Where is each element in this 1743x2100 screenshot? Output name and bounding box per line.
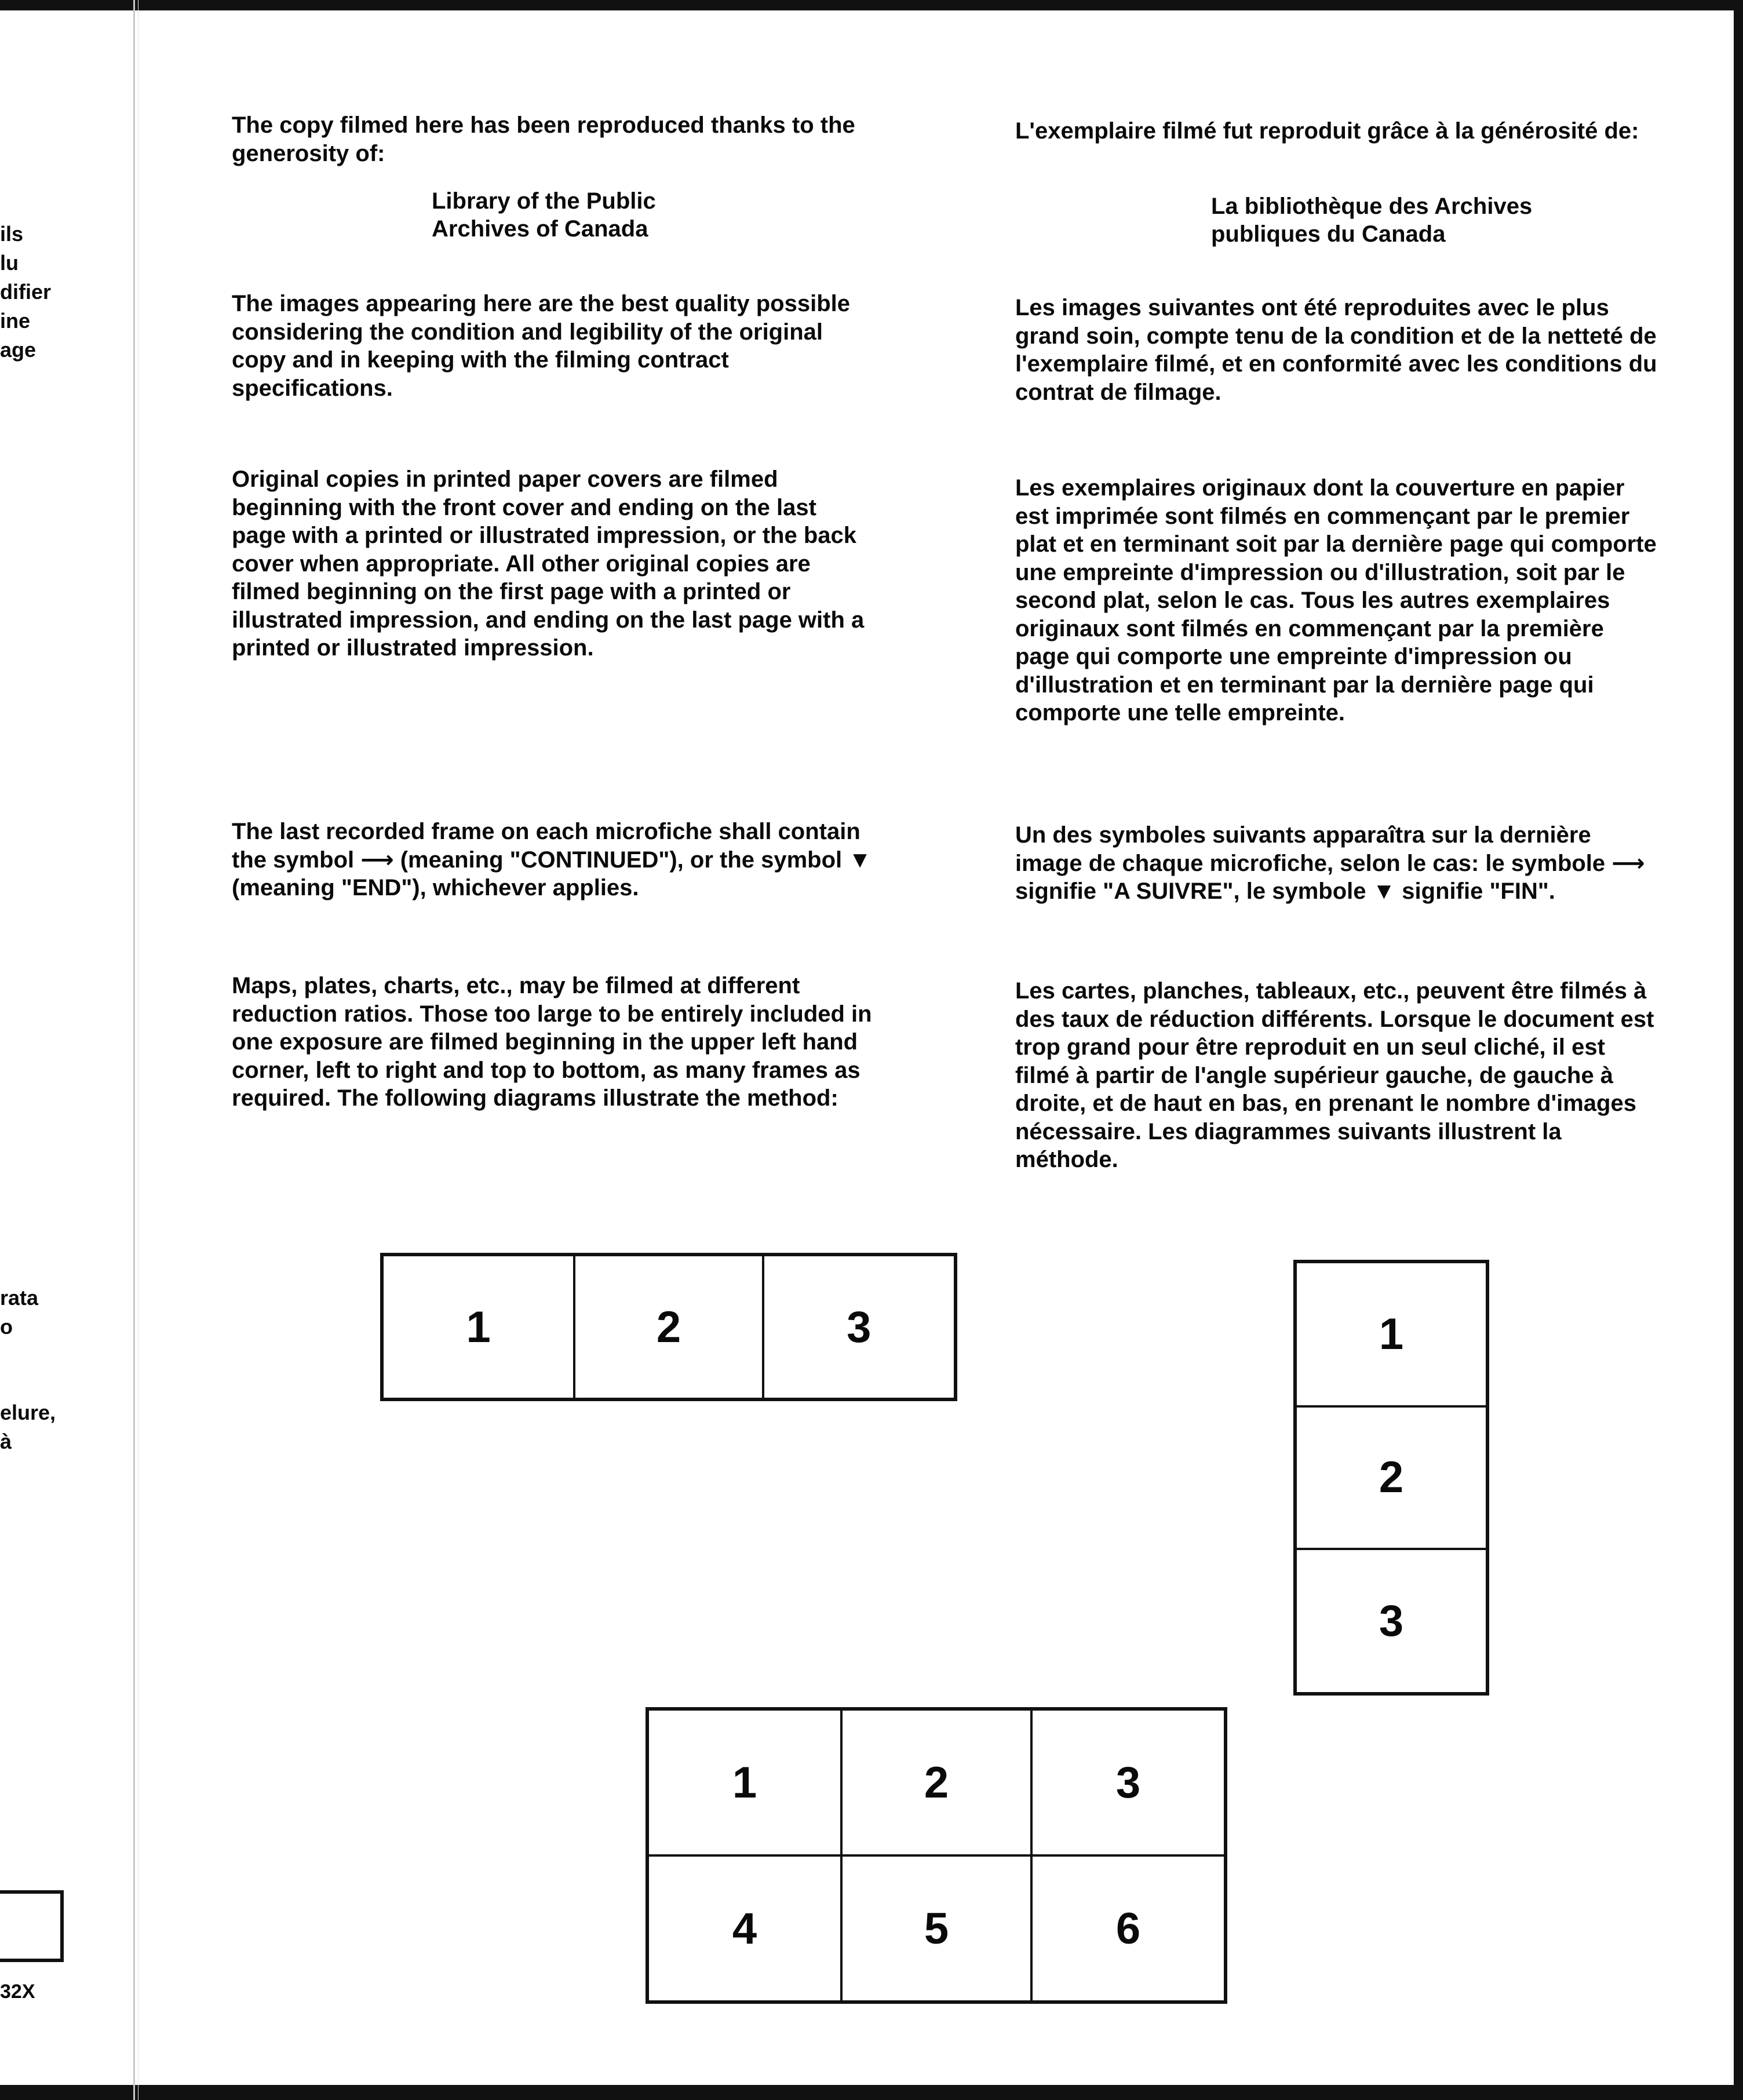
margin-fragment: ine: [0, 309, 31, 333]
frame-cell: 5: [841, 1855, 1031, 2002]
credit-intro: L'exemplaire filmé fut reproduit grâce à la générosité de:: [1015, 118, 1639, 144]
frame-cell: 6: [1031, 1855, 1226, 2002]
margin-fragment: o: [0, 1315, 13, 1339]
credit-intro: The copy filmed here has been reproduced thanks to the generosity of:: [232, 112, 855, 166]
maps-paragraph: Les cartes, planches, tableaux, etc., peuvent être filmés à des taux de réduction différents. Lorsque le document est trop grand pour être reproduit en un seul cliché, il est filmé à partir de l'angle supérieur gauche, de gauche à droite, et de haut en bas, en prenant le nombre d'images nécessaire. Les diagrammes suivants illustrent la méthode.: [1015, 978, 1654, 1172]
frame-cell: 1: [1295, 1262, 1487, 1406]
frame-cell: 2: [841, 1709, 1031, 1855]
margin-fragment: ils: [0, 222, 24, 246]
scan-border-right: [1734, 0, 1743, 2100]
maps-paragraph: Maps, plates, charts, etc., may be filmed at different reduction ratios. Those too large to be entirely included in one exposure are filmed beginning in the upper left hand corner, left to right and top to bottom, as many frames as required. The following diagrams illustrate the method:: [232, 973, 872, 1111]
reduction-frame-box: [0, 1890, 64, 1962]
diagram-grid: [646, 1707, 1227, 2004]
page-fold-line: [133, 0, 135, 2100]
previous-page-margin: [0, 0, 133, 2100]
frame-cell: 3: [1031, 1709, 1226, 1855]
covers-paragraph: Les exemplaires originaux dont la couverture en papier est imprimée sont filmés en commençant par le premier plat et en terminant soit par la dernière page qui comporte une empreinte d'impression ou d'illustration, soit par le second plat, selon le cas. Tous les autres exemplaires originaux sont filmés en commençant par la première page qui comporte une empreinte d'impression ou d'illustration et en terminant par la dernière page qui comporte une telle empreinte.: [1015, 475, 1657, 725]
quality-paragraph: The images appearing here are the best quality possible considering the condition and legibility of the original copy and in keeping with the filming contract specifications.: [232, 291, 850, 401]
frame-cell: 1: [647, 1709, 841, 1855]
margin-fragment: lu: [0, 251, 19, 275]
diagram-vertical: [1293, 1260, 1489, 1696]
covers-paragraph: Original copies in printed paper covers are filmed beginning with the front cover and ending on the last page with a printed or illustrated impression, or the back cover when appropriate. All other original copies are filmed beginning on the first page with a printed or illustrated impression, and ending on the last page with a printed or illustrated impression.: [232, 466, 865, 661]
margin-fragment: difier: [0, 280, 52, 304]
credit-institution: La bibliothèque des Archives publiques du Canada: [1211, 194, 1533, 247]
margin-fragment: elure,: [0, 1401, 56, 1424]
scan-border-top: [0, 0, 1743, 10]
symbols-paragraph: The last recorded frame on each microfiche shall contain the symbol ⟶ (meaning "CONTINUED"), or the symbol ▼ (meaning "END"), whichever applies.: [232, 819, 872, 900]
frame-cell: 2: [1295, 1406, 1487, 1550]
reduction-ratio-label: 32X: [0, 1981, 35, 2003]
quality-paragraph: Les images suivantes ont été reproduites avec le plus grand soin, compte tenu de la condition et de la netteté de l'exemplaire filmé, et en conformité avec les conditions du contrat de filmage.: [1015, 295, 1657, 405]
diagram-horizontal: [380, 1253, 957, 1401]
margin-fragment: rata: [0, 1286, 39, 1310]
margin-fragment: age: [0, 338, 37, 362]
credit-institution: Library of the Public Archives of Canada: [432, 188, 656, 242]
margin-fragment: à: [0, 1430, 12, 1453]
frame-cell: 2: [574, 1255, 763, 1399]
frame-cell: 4: [647, 1855, 841, 2002]
frame-cell: 3: [1295, 1549, 1487, 1694]
symbols-paragraph: Un des symboles suivants apparaîtra sur la dernière image de chaque microfiche, selon le cas: le symbole ⟶ signifie "A SUIVRE", le symbole ▼ signifie "FIN".: [1015, 822, 1645, 904]
frame-cell: 1: [382, 1255, 574, 1399]
frame-cell: 3: [763, 1255, 956, 1399]
scan-border-bottom: [0, 2085, 1743, 2100]
